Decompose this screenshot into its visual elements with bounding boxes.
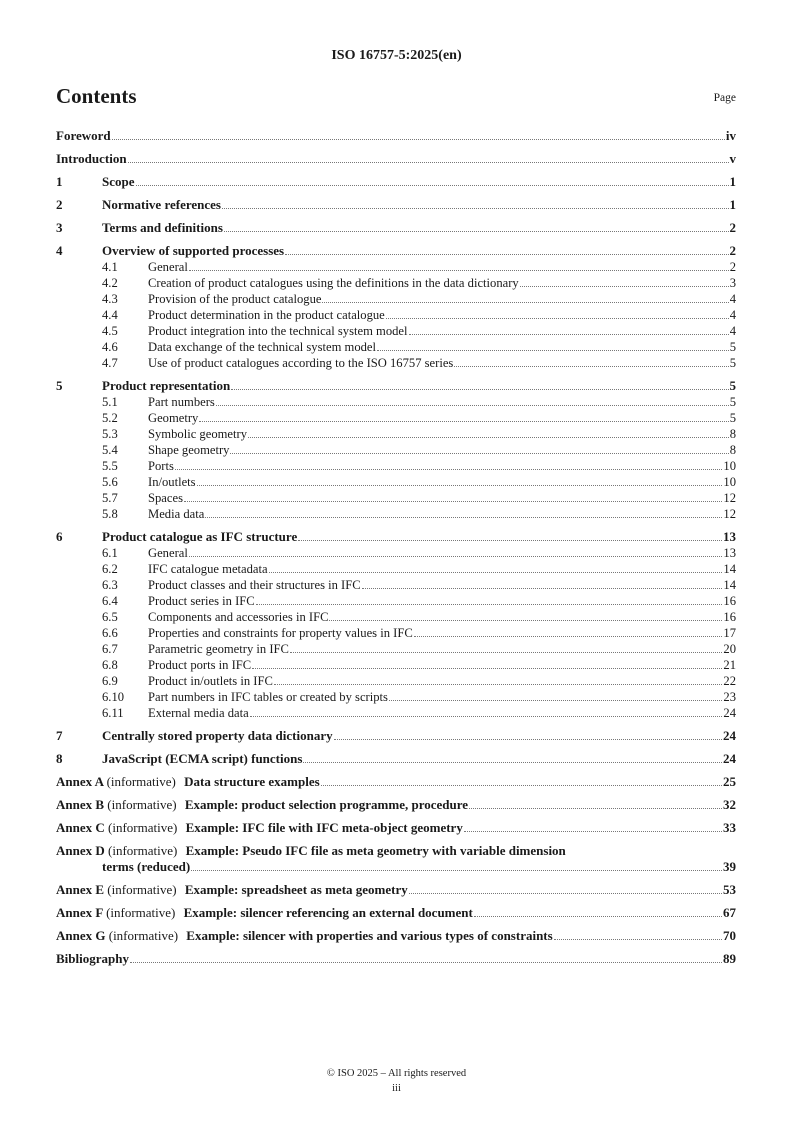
toc-entry-subclause-5-7[interactable] (56, 490, 736, 506)
toc-entry-subclause-6-9[interactable] (56, 673, 736, 689)
toc-entry-title: Centrally stored property data dictionary (102, 728, 333, 743)
page-number: iii (392, 1083, 401, 1094)
toc-entry-page: 14 (723, 578, 736, 592)
table-of-contents (56, 128, 736, 967)
dot-leader (409, 333, 729, 335)
toc-entry-subclause-4-2[interactable] (56, 275, 736, 291)
annex-title: Example: product selection programme, procedure (184, 797, 469, 812)
toc-clauses (56, 174, 736, 767)
toc-entry-subclause-6-2[interactable] (56, 561, 736, 577)
dot-leader (224, 230, 729, 232)
toc-entry-number: 7 (56, 728, 63, 743)
toc-entry-number: 3 (56, 220, 63, 235)
toc-entry-clause-1[interactable] (56, 174, 736, 190)
toc-entry-subclause-6-11[interactable] (56, 705, 736, 721)
toc-entry-number: 4.6 (102, 340, 118, 354)
toc-entry-subclause-5-5[interactable] (56, 458, 736, 474)
toc-entry-page: 13 (723, 529, 736, 544)
annex-type: (informative) (107, 797, 177, 812)
annex-type: (informative) (106, 774, 176, 789)
toc-entry-number: 6.11 (102, 706, 124, 720)
toc-entry-number: 5.6 (102, 475, 118, 489)
toc-entry-title: Creation of product catalogues using the definitions in the data dictionary (148, 276, 519, 290)
toc-entry-subclause-6-1[interactable] (56, 545, 736, 561)
toc-entry-title: Shape geometry (148, 443, 230, 457)
dot-leader (274, 683, 723, 685)
toc-entry-number: 5.1 (102, 395, 118, 409)
toc-entry-page: 24 (723, 728, 736, 743)
annex-title: Example: IFC file with IFC meta-object geometry (185, 820, 463, 835)
toc-entry-title: Product ports in IFC (148, 658, 252, 672)
dot-leader (520, 285, 729, 287)
toc-entry-page: v (729, 151, 736, 166)
toc-entry-title: Product catalogue as IFC structure (102, 529, 298, 544)
toc-entry-title: Ports (148, 459, 174, 473)
toc-entry-title: Product classes and their structures in IFC (148, 578, 361, 592)
annex-label: Annex A (56, 774, 104, 789)
toc-entry-page: 70 (723, 928, 736, 943)
toc-entry-title: Use of product catalogues according to the ISO 16757 series (148, 356, 454, 370)
toc-entry-subclause-4-6[interactable] (56, 339, 736, 355)
dot-leader (285, 253, 728, 255)
toc-entry-page: 20 (723, 642, 736, 656)
toc-entry-number: 1 (56, 174, 63, 189)
toc-entry-page: 3 (729, 276, 736, 290)
toc-entry-clause-4[interactable] (56, 243, 736, 259)
contents-title: Contents (56, 84, 137, 108)
toc-entry-subclause-6-5[interactable] (56, 609, 736, 625)
toc-entry-foreword[interactable] (56, 128, 736, 144)
toc-entry-page: 4 (729, 324, 736, 338)
annex-title: Example: spreadsheet as meta geometry (184, 882, 408, 897)
toc-entry-subclause-5-2[interactable] (56, 410, 736, 426)
toc-entry-title: Part numbers in IFC tables or created by scripts (148, 690, 388, 704)
toc-entry-subclause-4-7[interactable] (56, 355, 736, 371)
toc-entry-page: 2 (729, 243, 736, 258)
annex-type: (informative) (106, 905, 176, 920)
toc-entry-subclause-5-6[interactable] (56, 474, 736, 490)
dot-leader (216, 404, 729, 406)
toc-entry-page: 5 (729, 395, 736, 409)
annex-label: Annex E (56, 882, 105, 897)
toc-entry-page: 4 (729, 308, 736, 322)
toc-entry-number: 6.5 (102, 610, 118, 624)
toc-entry-number: 6.6 (102, 626, 118, 640)
toc-entry-title: Product determination in the product catalogue (148, 308, 385, 322)
dot-leader (175, 468, 723, 470)
dot-leader (252, 667, 722, 669)
toc-entry-page: 14 (723, 562, 736, 576)
annex-label: Annex D (56, 843, 105, 858)
toc-entry-page: 2 (729, 260, 736, 274)
copyright-notice: © ISO 2025 – All rights reserved (326, 1068, 467, 1079)
toc-entry-clause-6[interactable] (56, 529, 736, 545)
toc-entry-subclause-4-5[interactable] (56, 323, 736, 339)
toc-entry-title: Product in/outlets in IFC (148, 674, 273, 688)
dot-leader (389, 699, 722, 701)
annex-title: Example: Pseudo IFC file as meta geometry with variable dimension (185, 843, 566, 858)
toc-entry-number: 5.3 (102, 427, 118, 441)
dot-leader (191, 869, 722, 871)
dot-leader (189, 555, 723, 557)
page-footer (0, 1066, 793, 1096)
annex-type: (informative) (108, 928, 179, 943)
toc-entry-page: 13 (723, 546, 736, 560)
dot-leader (554, 938, 722, 940)
toc-entry-number: 4.1 (102, 260, 118, 274)
toc-entry-page: 24 (723, 706, 736, 720)
toc-entry-title: Terms and definitions (102, 220, 223, 235)
toc-entry-page: 5 (729, 378, 736, 393)
toc-entry-annex-c[interactable] (56, 820, 736, 836)
toc-entry-title: Product integration into the technical system model (148, 324, 408, 338)
toc-entry-number: 4.4 (102, 308, 118, 322)
toc-entry-page: 25 (723, 774, 736, 789)
toc-entry-annex-e[interactable] (56, 882, 736, 898)
toc-entry-clause-2[interactable] (56, 197, 736, 213)
toc-entry-subclause-6-3[interactable] (56, 577, 736, 593)
toc-entry-page: 10 (723, 459, 736, 473)
toc-entry-page: 22 (723, 674, 736, 688)
toc-entry-page: 12 (723, 507, 736, 521)
toc-entry-number: 5 (56, 378, 63, 393)
toc-entry-page: 5 (729, 411, 736, 425)
toc-entry-page: 4 (729, 292, 736, 306)
annex-title: Example: silencer referencing an external document (183, 905, 473, 920)
toc-entry-title: General (148, 260, 188, 274)
toc-entry-title: Product representation (102, 378, 231, 393)
toc-entry-annex-a[interactable] (56, 774, 736, 790)
dot-leader (474, 915, 722, 917)
annex-label: Annex C (56, 820, 105, 835)
toc-entry-subclause-6-4[interactable] (56, 593, 736, 609)
toc-entry-annex-d[interactable] (56, 843, 736, 875)
dot-leader (205, 516, 722, 518)
toc-entry-number: 6.9 (102, 674, 118, 688)
toc-entry-bibliography[interactable] (56, 951, 736, 967)
toc-entry-page: 16 (723, 610, 736, 624)
toc-entry-subclause-5-1[interactable] (56, 394, 736, 410)
annex-type: (informative) (107, 882, 177, 897)
toc-entry-number: 6 (56, 529, 63, 544)
toc-entry-number: 5.2 (102, 411, 118, 425)
toc-entry-page: 12 (723, 491, 736, 505)
toc-entry-number: 4.7 (102, 356, 118, 370)
dot-leader (386, 317, 729, 319)
page-column-label: Page (713, 92, 736, 104)
toc-entry-number: 4.5 (102, 324, 118, 338)
annex-type: (informative) (108, 843, 178, 858)
toc-entry-title: Foreword (56, 128, 111, 143)
toc-entry-clause-8[interactable] (56, 751, 736, 767)
toc-entry-clause-5[interactable] (56, 378, 736, 394)
toc-entry-number: 4 (56, 243, 63, 258)
toc-entry-title: Symbolic geometry (148, 427, 247, 441)
dot-leader (231, 388, 728, 390)
toc-entry-page: 1 (729, 197, 736, 212)
dot-leader (464, 830, 722, 832)
dot-leader (248, 436, 729, 438)
dot-leader (303, 761, 722, 763)
contents-heading (56, 84, 736, 114)
dot-leader (362, 587, 723, 589)
annex-title: Example: silencer with properties and various types of constraints (186, 928, 553, 943)
toc-entry-number: 6.10 (102, 690, 125, 704)
annex-title: Data structure examples (184, 774, 320, 789)
toc-entry-title: Parametric geometry in IFC (148, 642, 289, 656)
toc-entry-page: 24 (723, 751, 736, 766)
dot-leader (128, 161, 729, 163)
dot-leader (290, 651, 722, 653)
toc-entry-subclause-4-4[interactable] (56, 307, 736, 323)
dot-leader (334, 738, 722, 740)
dot-leader (222, 207, 729, 209)
toc-entry-title: Overview of supported processes (102, 243, 285, 258)
dot-leader (454, 365, 728, 367)
toc-entry-number: 6.1 (102, 546, 118, 560)
toc-entry-number: 5.4 (102, 443, 118, 457)
toc-entry-title: Introduction (56, 151, 127, 166)
toc-entry-page: 8 (729, 427, 736, 441)
toc-entry-title: Properties and constraints for property values in IFC (148, 626, 413, 640)
toc-entry-page: iv (725, 128, 736, 143)
toc-entry-number: 8 (56, 751, 63, 766)
dot-leader (321, 784, 722, 786)
toc-entry-title: Data exchange of the technical system model (148, 340, 376, 354)
toc-entry-title: Part numbers (148, 395, 215, 409)
dot-leader (256, 603, 723, 605)
toc-entry-title: Product series in IFC (148, 594, 255, 608)
toc-entry-number: 5.5 (102, 459, 118, 473)
dot-leader (184, 500, 722, 502)
toc-entry-number: 6.7 (102, 642, 118, 656)
toc-entry-subclause-4-1[interactable] (56, 259, 736, 275)
toc-entry-page: 89 (723, 951, 736, 966)
toc-entry-page: 1 (729, 174, 736, 189)
annex-title-continued: terms (reduced) (102, 859, 191, 874)
toc-entry-introduction[interactable] (56, 151, 736, 167)
toc-entry-subclause-6-10[interactable] (56, 689, 736, 705)
toc-entry-subclause-6-8[interactable] (56, 657, 736, 673)
toc-entry-page: 2 (729, 220, 736, 235)
dot-leader (329, 619, 722, 621)
dot-leader (322, 301, 728, 303)
toc-entry-title: General (148, 546, 188, 560)
toc-entry-title: Normative references (102, 197, 221, 212)
toc-entry-title: In/outlets (148, 475, 196, 489)
toc-entry-title: Geometry (148, 411, 199, 425)
toc-entry-clause-7[interactable] (56, 728, 736, 744)
toc-entry-page: 33 (723, 820, 736, 835)
dot-leader (199, 420, 728, 422)
toc-entry-annex-g[interactable] (56, 928, 736, 944)
toc-entry-page: 10 (723, 475, 736, 489)
dot-leader (112, 138, 725, 140)
toc-entry-page: 32 (723, 797, 736, 812)
dot-leader (469, 807, 722, 809)
toc-entry-page: 23 (723, 690, 736, 704)
dot-leader (189, 269, 729, 271)
toc-entry-subclause-6-6[interactable] (56, 625, 736, 641)
dot-leader (230, 452, 728, 454)
annex-label: Annex B (56, 797, 105, 812)
toc-entry-number: 4.2 (102, 276, 118, 290)
toc-entry-subclause-5-8[interactable] (56, 506, 736, 522)
toc-entry-page: 17 (723, 626, 736, 640)
toc-entry-number: 6.3 (102, 578, 118, 592)
toc-entry-title: Components and accessories in IFC (148, 610, 329, 624)
toc-entry-page: 53 (723, 882, 736, 897)
toc-entry-subclause-4-3[interactable] (56, 291, 736, 307)
toc-entry-annex-f[interactable] (56, 905, 736, 921)
annex-type: (informative) (108, 820, 178, 835)
annex-label: Annex F (56, 905, 103, 920)
toc-entry-subclause-5-3[interactable] (56, 426, 736, 442)
toc-entry-number: 6.4 (102, 594, 118, 608)
dot-leader (250, 715, 723, 717)
toc-entry-number: 2 (56, 197, 63, 212)
dot-leader (136, 184, 729, 186)
annex-label: Annex G (56, 928, 106, 943)
dot-leader (298, 539, 722, 541)
toc-entry-title: Spaces (148, 491, 183, 505)
dot-leader (269, 571, 723, 573)
toc-entry-title: IFC catalogue metadata (148, 562, 268, 576)
toc-entry-page: 21 (723, 658, 736, 672)
toc-entry-title: Scope (102, 174, 135, 189)
toc-entry-number: 5.8 (102, 507, 118, 521)
toc-entry-title: Media data (148, 507, 205, 521)
toc-entry-number: 6.8 (102, 658, 118, 672)
toc-entry-number: 6.2 (102, 562, 118, 576)
toc-entry-number: 5.7 (102, 491, 118, 505)
toc-annexes (56, 774, 736, 944)
toc-entry-clause-3[interactable] (56, 220, 736, 236)
dot-leader (414, 635, 723, 637)
toc-entry-annex-b[interactable] (56, 797, 736, 813)
toc-entry-page: 67 (723, 905, 736, 920)
toc-entry-title: Provision of the product catalogue (148, 292, 322, 306)
document-id-header: ISO 16757-5:2025(en) (331, 48, 462, 63)
toc-entry-page: 8 (729, 443, 736, 457)
toc-entry-title: Bibliography (56, 951, 129, 966)
toc-entry-subclause-5-4[interactable] (56, 442, 736, 458)
dot-leader (377, 349, 729, 351)
toc-entry-page: 5 (729, 340, 736, 354)
toc-entry-page: 39 (723, 859, 736, 874)
toc-entry-number: 4.3 (102, 292, 118, 306)
toc-entry-title: External media data (148, 706, 249, 720)
toc-entry-subclause-6-7[interactable] (56, 641, 736, 657)
dot-leader (409, 892, 722, 894)
dot-leader (197, 484, 723, 486)
dot-leader (130, 961, 722, 963)
toc-entry-title: JavaScript (ECMA script) functions (102, 751, 303, 766)
toc-entry-page: 5 (729, 356, 736, 370)
toc-entry-page: 16 (723, 594, 736, 608)
